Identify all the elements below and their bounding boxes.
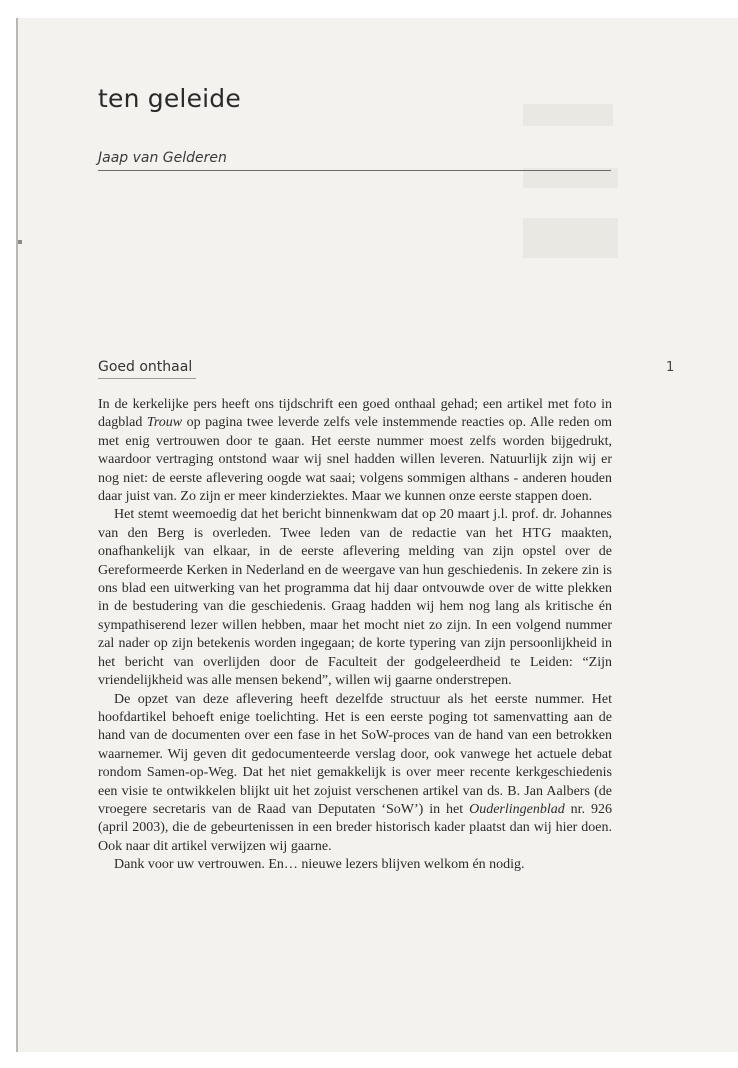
show-through-shadow bbox=[523, 168, 618, 188]
show-through-shadow bbox=[523, 218, 618, 258]
paragraph-3: De opzet van deze aflevering heeft dezelfde structuur als het eerste nummer. Het hoofdartikel behoeft enige toelichting. Het is een eerste poging tot samenvatting aan de hand van de documenten over een fase in het SoW-proces van de hand van een betrokken waarnemer. Wij geven dit gedocumenteerde verslag door, ook vanwege het actuele debat rondom Samen-op-Weg. Dat het niet gemakkelijk is over meer recente kerkgeschiedenis een visie te ontwikkelen blijkt uit het zojuist verschenen artikel van ds. B. Jan Aalbers (de vroegere secretaris van de Raad van Deputaten ‘SoW’) in het Ouderlingenblad nr. 926 (april 2003), die de gebeurtenissen in een breder historisch kader plaatst dan wij hier doen. Ook naar dit artikel verwijzen wij gaarne. bbox=[98, 691, 612, 854]
section-heading: Goed onthaal bbox=[98, 359, 196, 379]
margin-mark bbox=[18, 240, 22, 244]
paragraph-1: In de kerkelijke pers heeft ons tijdschrift een goed onthaal gehad; een artikel met foto in dagblad Trouw op pagina twee leverde zelfs vele instemmende reacties op. Alle reden om met enig vertrouwen door te gaan. Het eerste nummer moest zelfs worden bijgedrukt, waardoor vertraging ontstond waar wij snel hadden willen leveren. Natuurlijk zijn wij er nog niet: de eerste aflevering oogde wat saai; volgens sommigen althans - anderen houden daar juist van. Zo zijn er meer kinderziektes. Maar we kunnen onze eerste stappen doen. bbox=[98, 397, 612, 505]
show-through-shadow bbox=[523, 104, 613, 126]
article-body bbox=[98, 396, 612, 875]
page-number: 1 bbox=[666, 360, 675, 375]
journal-abbreviation: HTG bbox=[521, 525, 552, 541]
magazine-name: Ouderlingenblad bbox=[469, 801, 565, 817]
document-page bbox=[16, 18, 738, 1052]
page-title: ten geleide bbox=[98, 84, 241, 113]
newspaper-name: Trouw bbox=[146, 415, 183, 431]
author-byline: Jaap van Gelderen bbox=[98, 150, 611, 171]
paragraph-4: Dank voor uw vertrouwen. En… nieuwe lezers blijven welkom én nodig. bbox=[114, 857, 525, 873]
paragraph-2: Het stemt weemoedig dat het bericht binnenkwam dat op 20 maart j.l. prof. dr. Johannes van den Berg is overleden. Twee leden van de redactie van het HTG maakten, onafhankelijk van elkaar, in de eerste aflevering melding van zijn opstel over de Gereformeerde Kerken in Nederland en de weergave van hun geschiedenis. In zekere zin is ons blad een uitwerking van het programma dat hij daar ontvouwde over de witte plekken in de bestudering van die geschiedenis. Graag hadden wij hem nog lang als kritische én sympathiserend lezer willen hebben, maar het mocht niet zo zijn. In een volgend nummer zal nader op zijn betekenis worden ingegaan; de korte typering van zijn persoonlijkheid in het bericht van overlijden door de Faculteit der godgeleerdheid te Leiden: “Zijn vriendelijkheid was alle mensen bekend”, willen wij gaarne onderstrepen. bbox=[98, 507, 613, 689]
